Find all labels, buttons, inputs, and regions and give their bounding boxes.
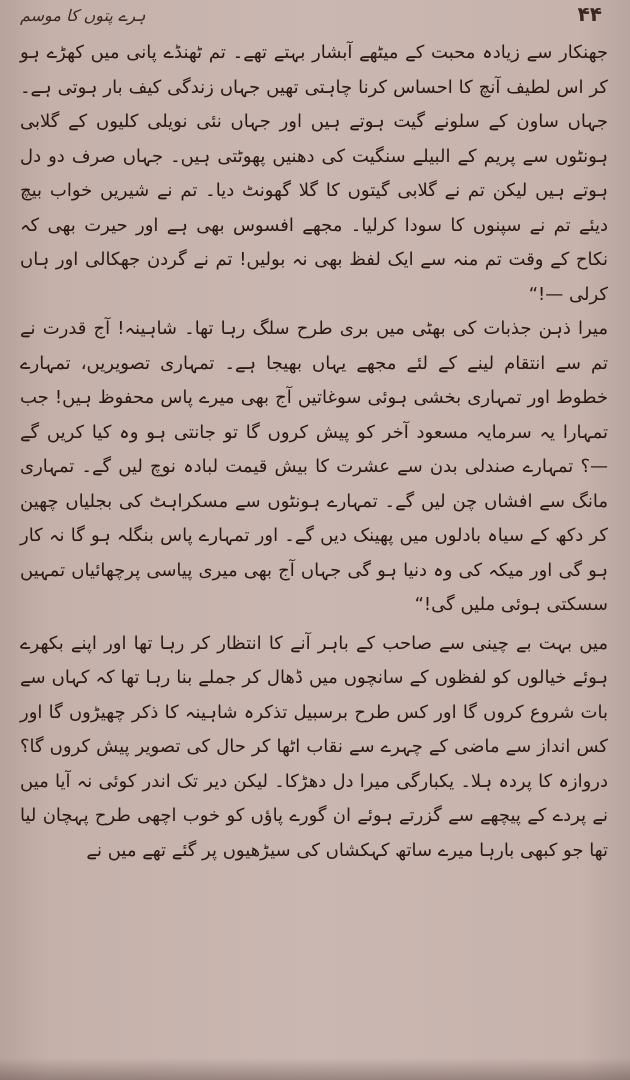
paragraph-2: میرا ذہن جذبات کی بھٹی میں بری طرح سلگ رہا تھا۔ شاہینہ! آج قدرت نے تم سے انتقام لینے کے لئے مجھے یہاں بھیجا ہے۔ تمہاری تصویریں، تمہارے خطوط اور تمہاری بخشی ہوئی سوغاتیں آج بھی میرے پاس محفوظ ہیں! جب تمہارا یہ سرمایہ مسعود آخر کو پیش کروں گا تو جانتی ہو وہ کیا کریں گے —؟ تمہارے صندلی بدن سے عشرت کا بیش قیمت لبادہ نوچ لیں گے۔ تمہاری مانگ سے افشاں چن لیں گے۔ تمہارے ہونٹوں سے مسکراہٹ کی بجلیاں چھین کر دکھ کے سیاہ بادلوں میں پھینک دیں گے۔ اور تمہارے پاس بنگلہ ہو گا نہ کار ہو گی اور میکہ کی وہ دنیا ہو گی جہاں آج بھی میری پیاسی پرچھائیاں تمہیں سسکتی ہوئی ملیں گی!“ <box>20 318 608 615</box>
page-header <box>20 2 610 30</box>
body-text <box>20 36 608 868</box>
paragraph-1: جھنکار سے زیادہ محبت کے میٹھے آبشار بہتے تھے۔ تم ٹھنڈے پانی میں کھڑے ہو کر اس لطیف آنچ کا احساس کرنا چاہتی تھیں جہاں زندگی کیف بار ہوتی ہے۔ جہاں ساون کے سلونے گیت ہوتے ہیں اور جہاں نئی نویلی کلیوں کے گلابی ہونٹوں سے پریم کے البیلے سنگیت کی دھنیں پھوٹتی ہیں۔ جہاں صرف دو دل ہوتے ہیں لیکن تم نے گلابی گیتوں کا گلا گھونٹ دیا۔ تم نے شیریں خواب بیچ دیئے تم نے سپنوں کا سودا کرلیا۔ مجھے افسوس بھی ہے اور حیرت بھی کہ نکاح کے وقت تم منہ سے ایک لفظ بھی نہ بولیں! تم نے گردن جھکالی اور ہاں کرلی —!“ <box>20 42 608 305</box>
page-number: ۴۴ <box>577 2 602 26</box>
paragraph-3: میں بہت بے چینی سے صاحب کے باہر آنے کا انتظار کر رہا تھا اور اپنے بکھرے ہوئے خیالوں کو لفظوں کے سانچوں میں ڈھال کر جملے بنا رہا تھا کہ کہاں سے بات شروع کروں گا اور کس طرح برسبیل تذکرہ شاہینہ کا ذکر چھیڑوں گا اور کس انداز سے ماضی کے چہرے سے نقاب اٹھا کر حال کی تصویر پیش کروں گا؟ دروازہ کا پردہ ہلا۔ یکبارگی میرا دل دھڑکا۔ لیکن دیر تک اندر کوئی نہ آیا میں نے پردے کے پیچھے سے گزرتے ہوئے ان گورے پاؤں کو خوب اچھی طرح پہچان لیا تھا جو کبھی بارہا میرے ساتھ کہکشاں کی سیڑھیوں پر گئے تھے میں نے <box>20 632 608 861</box>
running-title: ہرے پتوں کا موسم <box>20 6 146 25</box>
